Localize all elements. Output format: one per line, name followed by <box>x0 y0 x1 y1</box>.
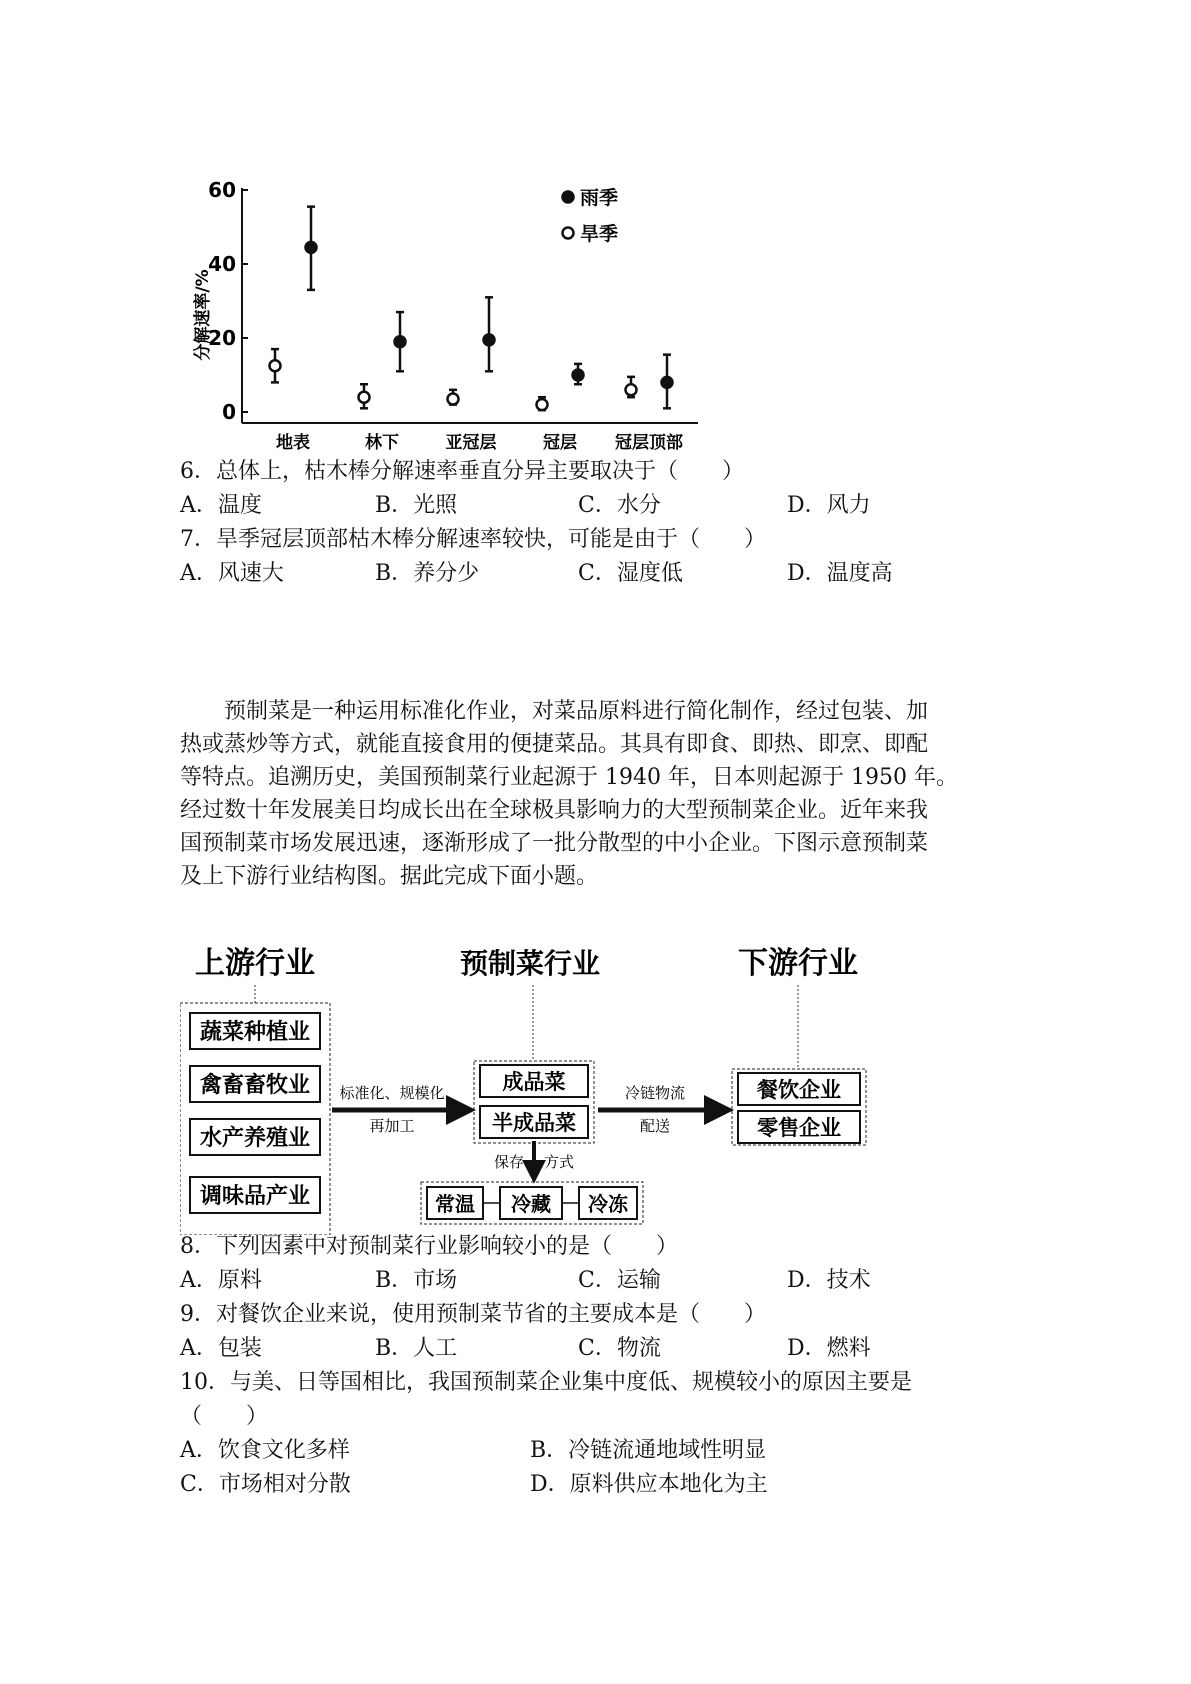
arrow2-top-label: 冷链物流 <box>624 1084 686 1102</box>
q6-option-c[interactable]: C．水分 <box>578 493 661 518</box>
upstream-item-4 <box>190 1177 320 1213</box>
q9-option-b[interactable]: B．人工 <box>375 1336 458 1361</box>
y-tick-label: 20 <box>208 326 236 350</box>
downstream-title: 下游行业 <box>738 946 858 981</box>
x-tick-label: 地表 <box>276 433 310 453</box>
passage-line-6: 及上下游行业结构图。据此完成下面小题。 <box>180 864 599 889</box>
chart-y-axis-label: 分解速率/% <box>193 269 213 361</box>
passage <box>180 695 1010 893</box>
arrow1-top-label: 标准化、规模化 <box>339 1084 445 1102</box>
q9-option-c[interactable]: C．物流 <box>578 1336 661 1361</box>
q8-option-a[interactable]: A．原料 <box>180 1268 262 1293</box>
question-10-stem-cont: （ ） <box>180 1404 269 1429</box>
passage-line-1: 预制菜是一种运用标准化作业，对菜品原料进行简化制作，经过包装、加 <box>224 699 929 724</box>
svg-text:半成品菜: 半成品菜 <box>492 1111 576 1135</box>
legend-marker <box>563 192 574 203</box>
question-8-stem: 8．下列因素中对预制菜行业影响较小的是（ ） <box>180 1234 678 1259</box>
q10-option-b[interactable]: B．冷链流通地域性明显 <box>530 1438 767 1463</box>
q9-option-a[interactable]: A．包装 <box>180 1336 262 1361</box>
storage-item-1 <box>427 1187 483 1219</box>
middle-item-2 <box>480 1106 588 1138</box>
middle-item-1 <box>480 1065 588 1097</box>
upstream-title: 上游行业 <box>195 946 315 981</box>
dry-season-point <box>448 394 459 405</box>
q7-option-a[interactable]: A．风速大 <box>180 561 284 586</box>
svg-text:餐饮企业: 餐饮企业 <box>757 1078 841 1102</box>
question-7-stem: 7．旱季冠层顶部枯木棒分解速率较快，可能是由于（ ） <box>180 527 766 552</box>
q10-option-a[interactable]: A．饮食文化多样 <box>180 1438 350 1463</box>
decomposition-rate-chart <box>180 180 760 490</box>
q9-option-d[interactable]: D．燃料 <box>787 1336 871 1361</box>
rainy-season-point <box>573 370 584 381</box>
x-tick-label: 冠层顶部 <box>615 433 683 453</box>
storage-label-left: 保存 <box>493 1153 524 1171</box>
y-tick-label: 40 <box>208 252 236 276</box>
arrow2-bottom-label: 配送 <box>639 1117 671 1135</box>
dry-season-point <box>537 399 548 410</box>
rainy-season-point <box>395 336 406 347</box>
middle-title: 预制菜行业 <box>459 947 601 980</box>
svg-text:冷藏: 冷藏 <box>511 1192 551 1216</box>
storage-item-3 <box>579 1187 637 1219</box>
x-tick-label: 林下 <box>365 433 399 453</box>
upstream-item-1 <box>190 1013 320 1049</box>
question-10-stem: 10．与美、日等国相比，我国预制菜企业集中度低、规模较小的原因主要是 <box>180 1370 912 1395</box>
q10-option-c[interactable]: C．市场相对分散 <box>180 1472 351 1497</box>
rainy-season-point <box>662 377 673 388</box>
q8-option-c[interactable]: C．运输 <box>578 1268 661 1293</box>
legend-label: 雨季 <box>580 187 619 209</box>
dry-season-point <box>270 360 281 371</box>
chart-x-labels <box>276 432 683 453</box>
chart-legend <box>563 187 619 245</box>
legend-marker <box>563 228 574 239</box>
storage-item-2 <box>500 1187 562 1219</box>
q7-option-c[interactable]: C．湿度低 <box>578 561 683 586</box>
q7-option-b[interactable]: B．养分少 <box>375 561 480 586</box>
svg-text:冷冻: 冷冻 <box>588 1192 628 1216</box>
q6-option-b[interactable]: B．光照 <box>375 493 458 518</box>
storage-label-right: 方式 <box>544 1153 575 1171</box>
q8-option-b[interactable]: B．市场 <box>375 1268 458 1293</box>
passage-line-3: 等特点。追溯历史，美国预制菜行业起源于 1940 年，日本则起源于 1950 年。 <box>180 765 958 790</box>
question-9-stem: 9．对餐饮企业来说，使用预制菜节省的主要成本是（ ） <box>180 1302 766 1327</box>
dry-season-point <box>626 384 637 395</box>
svg-text:蔬菜种植业: 蔬菜种植业 <box>199 1020 311 1045</box>
downstream-item-1 <box>738 1073 860 1105</box>
x-tick-label: 亚冠层 <box>445 433 497 453</box>
y-tick-label: 60 <box>208 180 236 202</box>
q10-option-d[interactable]: D．原料供应本地化为主 <box>530 1472 768 1497</box>
svg-text:禽畜畜牧业: 禽畜畜牧业 <box>199 1073 311 1098</box>
svg-text:零售企业: 零售企业 <box>757 1116 841 1140</box>
svg-text:水产养殖业: 水产养殖业 <box>199 1126 311 1151</box>
passage-line-5: 国预制菜市场发展迅速，逐渐形成了一批分散型的中小企业。下图示意预制菜 <box>180 831 929 856</box>
q6-option-a[interactable]: A．温度 <box>180 493 262 518</box>
upstream-item-3 <box>190 1119 320 1155</box>
q6-option-d[interactable]: D．风力 <box>787 493 871 518</box>
y-tick-label: 0 <box>222 400 236 424</box>
dry-season-point <box>359 392 370 403</box>
x-tick-label: 冠层 <box>543 433 577 453</box>
downstream-item-2 <box>738 1111 860 1143</box>
q7-option-d[interactable]: D．温度高 <box>787 561 893 586</box>
svg-text:常温: 常温 <box>435 1192 475 1216</box>
rainy-season-point <box>306 242 317 253</box>
passage-line-4: 经过数十年发展美日均成长出在全球极具影响力的大型预制菜企业。近年来我 <box>180 798 929 823</box>
svg-text:调味品产业: 调味品产业 <box>199 1184 311 1209</box>
question-6-stem: 6．总体上，枯木棒分解速率垂直分异主要取决于（ ） <box>180 459 744 484</box>
rainy-season-point <box>484 334 495 345</box>
passage-line-2: 热或蒸炒等方式，就能直接食用的便捷菜品。其具有即食、即热、即烹、即配 <box>180 732 929 757</box>
industry-structure-diagram <box>180 945 880 1235</box>
q8-option-d[interactable]: D．技术 <box>787 1268 871 1293</box>
svg-text:成品菜: 成品菜 <box>502 1070 566 1094</box>
arrow1-bottom-label: 再加工 <box>369 1117 415 1135</box>
legend-label: 旱季 <box>580 223 619 245</box>
upstream-item-2 <box>190 1066 320 1102</box>
